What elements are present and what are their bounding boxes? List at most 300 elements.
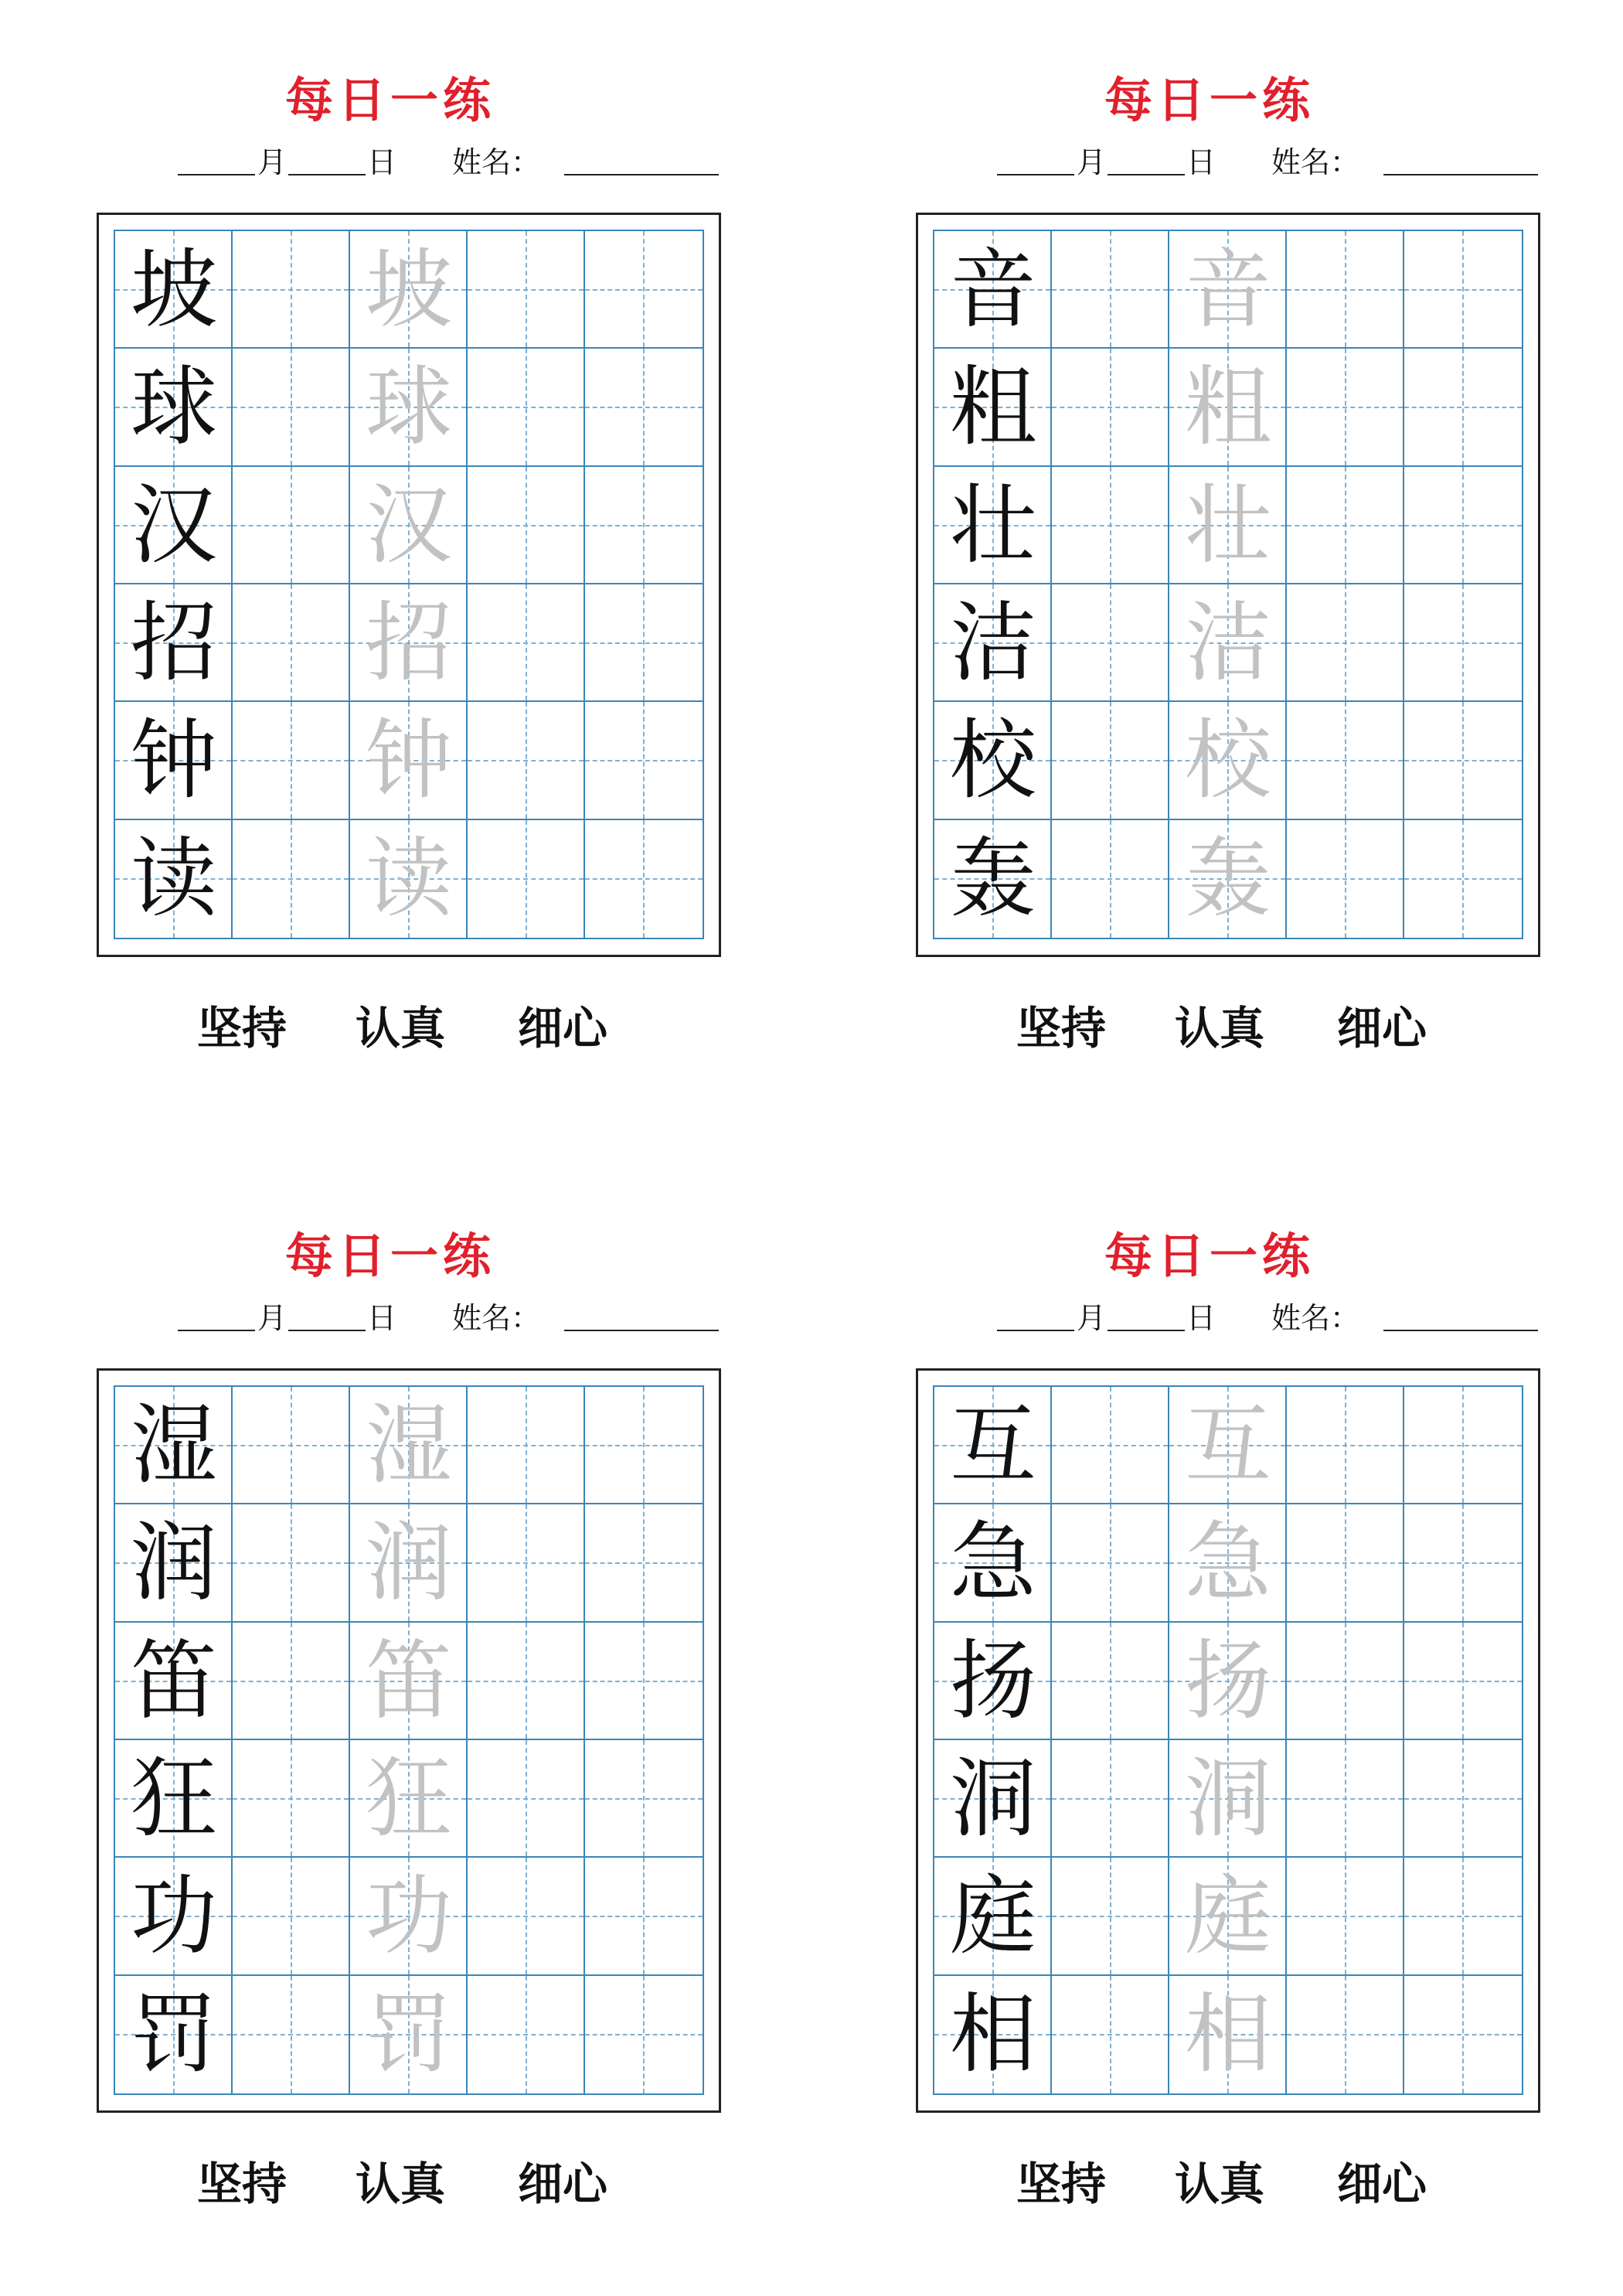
motto-line (97, 993, 721, 1063)
practice-cell[interactable] (233, 820, 350, 938)
model-character: 互 (950, 1395, 1036, 1496)
practice-cell[interactable] (585, 1858, 703, 1975)
guide-line-horizontal (1404, 760, 1522, 761)
model-character: 球 (131, 357, 217, 458)
model-character: 狂 (131, 1749, 217, 1849)
model-cell[interactable] (934, 1740, 1052, 1858)
model-cell[interactable] (115, 702, 233, 819)
guide-line-horizontal (585, 1681, 703, 1682)
model-character: 轰 (950, 828, 1036, 929)
guide-line-horizontal (1287, 1916, 1403, 1917)
model-character: 相 (950, 1984, 1036, 2085)
grid-row (934, 467, 1522, 584)
practice-cell[interactable] (468, 231, 585, 349)
guide-line-horizontal (233, 642, 349, 644)
model-cell[interactable] (115, 467, 233, 584)
name-blank[interactable] (1383, 174, 1538, 175)
grid-row (115, 467, 703, 584)
date-name-line (135, 143, 676, 182)
model-cell[interactable] (934, 1387, 1052, 1504)
practice-cell[interactable] (468, 584, 585, 702)
trace-cell[interactable] (1169, 820, 1287, 938)
motto-text: 认真 (1175, 1002, 1265, 1054)
model-cell[interactable] (115, 1623, 233, 1740)
model-character: 钟 (131, 710, 217, 812)
motto-line (916, 993, 1540, 1063)
name-label: 姓名： (452, 145, 541, 179)
practice-cell[interactable] (233, 702, 350, 819)
practice-cell[interactable] (1052, 1623, 1169, 1740)
practice-cell[interactable] (233, 1976, 350, 2093)
guide-line-horizontal (468, 1916, 584, 1917)
trace-cell[interactable] (1169, 1858, 1287, 1975)
guide-line-horizontal (1287, 878, 1403, 880)
practice-sheet (916, 1225, 1503, 2230)
guide-line-horizontal (1052, 407, 1168, 408)
trace-character: 洞 (1185, 1749, 1271, 1849)
guide-line-horizontal (468, 2034, 584, 2035)
motto-line (916, 2149, 1540, 2219)
model-cell[interactable] (934, 702, 1052, 819)
trace-character: 相 (1185, 1984, 1271, 2085)
trace-cell[interactable] (1169, 467, 1287, 584)
motto-text: 细心 (1337, 2158, 1427, 2210)
grid-row (934, 1504, 1522, 1622)
guide-line-horizontal (1287, 289, 1403, 291)
model-character: 笛 (131, 1630, 217, 1732)
model-cell[interactable] (115, 1740, 233, 1858)
practice-cell[interactable] (585, 820, 703, 938)
guide-line-horizontal (468, 407, 584, 408)
practice-cell[interactable] (233, 1504, 350, 1622)
month-blank[interactable] (997, 174, 1074, 175)
guide-line-horizontal (1287, 642, 1403, 644)
practice-cell[interactable] (233, 467, 350, 584)
guide-line-horizontal (468, 289, 584, 291)
practice-cell[interactable] (585, 1740, 703, 1858)
practice-cell[interactable] (233, 1740, 350, 1858)
practice-cell[interactable] (468, 467, 585, 584)
practice-cell[interactable] (1404, 1858, 1522, 1975)
grid-row (934, 1740, 1522, 1858)
trace-cell[interactable] (1169, 702, 1287, 819)
practice-cell[interactable] (585, 584, 703, 702)
practice-sheet (97, 70, 684, 1075)
day-blank[interactable] (288, 1330, 366, 1331)
month-label: 月 (257, 1301, 288, 1335)
practice-cell[interactable] (585, 349, 703, 466)
motto-text: 认真 (1175, 2158, 1265, 2210)
guide-line-horizontal (1287, 1681, 1403, 1682)
practice-cell[interactable] (468, 1504, 585, 1622)
practice-cell[interactable] (1287, 1740, 1404, 1858)
guide-line-horizontal (1052, 1798, 1168, 1800)
guide-line-horizontal (1052, 642, 1168, 644)
practice-cell[interactable] (1404, 349, 1522, 466)
trace-character: 功 (366, 1866, 452, 1967)
model-character: 洞 (950, 1749, 1036, 1849)
trace-character: 粗 (1185, 357, 1271, 458)
practice-cell[interactable] (1404, 1504, 1522, 1622)
practice-cell[interactable] (1052, 231, 1169, 349)
practice-cell[interactable] (233, 1623, 350, 1740)
day-blank[interactable] (288, 174, 366, 175)
guide-line-horizontal (1052, 1445, 1168, 1446)
model-cell[interactable] (934, 231, 1052, 349)
grid-row (115, 1623, 703, 1740)
trace-character: 洁 (1185, 593, 1271, 693)
trace-character: 音 (1185, 240, 1271, 340)
practice-cell[interactable] (468, 1976, 585, 2093)
month-label: 月 (1077, 1301, 1107, 1335)
guide-line-horizontal (1404, 1798, 1522, 1800)
practice-cell[interactable] (1052, 349, 1169, 466)
guide-line-horizontal (1052, 1562, 1168, 1564)
practice-cell[interactable] (1052, 1858, 1169, 1975)
guide-line-horizontal (1404, 289, 1522, 291)
guide-line-horizontal (468, 1445, 584, 1446)
practice-cell[interactable] (1287, 820, 1404, 938)
practice-cell[interactable] (1404, 467, 1522, 584)
trace-character: 罚 (366, 1984, 452, 2085)
practice-cell[interactable] (1404, 1387, 1522, 1504)
trace-character: 庭 (1185, 1866, 1271, 1967)
grid-frame (916, 213, 1540, 957)
motto-text: 细心 (518, 1002, 608, 1054)
practice-cell[interactable] (468, 1858, 585, 1975)
guide-line-horizontal (468, 1681, 584, 1682)
motto-text: 坚持 (1016, 2158, 1107, 2210)
trace-cell[interactable] (1169, 231, 1287, 349)
guide-line-horizontal (1404, 878, 1522, 880)
practice-cell[interactable] (1287, 1976, 1404, 2093)
model-cell[interactable] (115, 231, 233, 349)
guide-line-horizontal (1052, 525, 1168, 526)
sheet-title: 每日一练 (284, 72, 495, 128)
model-cell[interactable] (934, 349, 1052, 466)
trace-cell[interactable] (350, 467, 468, 584)
trace-character: 钟 (366, 710, 452, 812)
practice-cell[interactable] (1052, 820, 1169, 938)
guide-line-horizontal (233, 760, 349, 761)
month-blank[interactable] (178, 1330, 255, 1331)
guide-line-horizontal (1287, 1798, 1403, 1800)
guide-line-horizontal (468, 1798, 584, 1800)
model-character: 功 (131, 1866, 217, 1967)
model-cell[interactable] (934, 1623, 1052, 1740)
practice-cell[interactable] (233, 349, 350, 466)
practice-cell[interactable] (1287, 702, 1404, 819)
sheet-title: 每日一练 (1104, 72, 1315, 128)
trace-cell[interactable] (350, 1504, 468, 1622)
model-character: 音 (950, 240, 1036, 340)
trace-character: 急 (1185, 1513, 1271, 1614)
month-label: 月 (1077, 145, 1107, 179)
model-character: 润 (131, 1513, 217, 1614)
grid-row (115, 1504, 703, 1622)
practice-cell[interactable] (468, 820, 585, 938)
grid-row (115, 231, 703, 349)
practice-cell[interactable] (585, 702, 703, 819)
model-character: 洁 (950, 593, 1036, 693)
trace-cell[interactable] (1169, 1387, 1287, 1504)
practice-cell[interactable] (1052, 1740, 1169, 1858)
trace-character: 读 (366, 828, 452, 929)
model-character: 湿 (131, 1395, 217, 1496)
guide-line-horizontal (1287, 407, 1403, 408)
practice-cell[interactable] (468, 349, 585, 466)
grid-row (934, 231, 1522, 349)
tianzige-grid (114, 230, 704, 939)
guide-line-horizontal (233, 1916, 349, 1917)
trace-cell[interactable] (350, 1976, 468, 2093)
practice-cell[interactable] (1287, 1858, 1404, 1975)
practice-cell[interactable] (585, 1387, 703, 1504)
trace-cell[interactable] (350, 1623, 468, 1740)
trace-character: 互 (1185, 1395, 1271, 1496)
tianzige-grid (114, 1385, 704, 2095)
model-character: 庭 (950, 1866, 1036, 1967)
model-cell[interactable] (115, 349, 233, 466)
grid-row (934, 702, 1522, 819)
guide-line-horizontal (468, 1562, 584, 1564)
trace-cell[interactable] (350, 702, 468, 819)
practice-cell[interactable] (1404, 702, 1522, 819)
guide-line-horizontal (585, 407, 703, 408)
guide-line-horizontal (233, 878, 349, 880)
grid-row (934, 1623, 1522, 1740)
motto-text: 认真 (356, 1002, 446, 1054)
grid-row (115, 1740, 703, 1858)
model-character: 罚 (131, 1984, 217, 2085)
practice-cell[interactable] (468, 702, 585, 819)
practice-cell[interactable] (1287, 1504, 1404, 1622)
model-character: 急 (950, 1513, 1036, 1614)
guide-line-horizontal (1287, 760, 1403, 761)
name-label: 姓名： (452, 1301, 541, 1335)
guide-line-horizontal (1404, 525, 1522, 526)
grid-frame (916, 1368, 1540, 2113)
practice-cell[interactable] (233, 584, 350, 702)
grid-row (115, 1387, 703, 1504)
guide-line-horizontal (585, 642, 703, 644)
trace-cell[interactable] (350, 1387, 468, 1504)
practice-cell[interactable] (585, 231, 703, 349)
guide-line-horizontal (233, 2034, 349, 2035)
day-blank[interactable] (1108, 1330, 1185, 1331)
model-character: 扬 (950, 1630, 1036, 1732)
motto-text: 认真 (356, 2158, 446, 2210)
model-cell[interactable] (934, 1976, 1052, 2093)
tianzige-grid (933, 230, 1523, 939)
practice-cell[interactable] (585, 1623, 703, 1740)
month-blank[interactable] (178, 174, 255, 175)
model-cell[interactable] (115, 1858, 233, 1975)
guide-line-horizontal (1052, 1916, 1168, 1917)
model-cell[interactable] (115, 584, 233, 702)
grid-row (934, 1387, 1522, 1504)
grid-row (934, 820, 1522, 938)
name-blank[interactable] (564, 1330, 719, 1331)
guide-line-horizontal (1052, 1681, 1168, 1682)
grid-row (115, 1976, 703, 2093)
guide-line-horizontal (585, 1798, 703, 1800)
trace-cell[interactable] (1169, 1623, 1287, 1740)
guide-line-horizontal (585, 2034, 703, 2035)
practice-cell[interactable] (1052, 1387, 1169, 1504)
practice-cell[interactable] (1404, 1976, 1522, 2093)
practice-cell[interactable] (233, 1387, 350, 1504)
practice-cell[interactable] (1404, 820, 1522, 938)
guide-line-horizontal (1404, 1681, 1522, 1682)
guide-line-horizontal (585, 289, 703, 291)
guide-line-horizontal (585, 1916, 703, 1917)
sheet-title: 每日一练 (284, 1228, 495, 1284)
model-cell[interactable] (115, 1504, 233, 1622)
motto-text: 坚持 (197, 2158, 288, 2210)
trace-cell[interactable] (350, 349, 468, 466)
grid-row (115, 584, 703, 702)
month-blank[interactable] (997, 1330, 1074, 1331)
practice-cell[interactable] (1052, 584, 1169, 702)
practice-cell[interactable] (468, 1387, 585, 1504)
practice-cell[interactable] (1287, 467, 1404, 584)
date-name-line (954, 1299, 1495, 1337)
trace-character: 狂 (366, 1749, 452, 1849)
trace-cell[interactable] (350, 231, 468, 349)
practice-cell[interactable] (1404, 1740, 1522, 1858)
practice-cell[interactable] (1052, 467, 1169, 584)
trace-character: 扬 (1185, 1630, 1271, 1732)
guide-line-horizontal (1404, 407, 1522, 408)
grid-frame (97, 1368, 721, 2113)
practice-cell[interactable] (585, 1976, 703, 2093)
trace-cell[interactable] (1169, 1504, 1287, 1622)
model-cell[interactable] (934, 584, 1052, 702)
trace-cell[interactable] (1169, 349, 1287, 466)
practice-cell[interactable] (1287, 1623, 1404, 1740)
guide-line-horizontal (1404, 642, 1522, 644)
motto-text: 坚持 (197, 1002, 288, 1054)
practice-cell[interactable] (233, 1858, 350, 1975)
practice-cell[interactable] (1052, 702, 1169, 819)
model-character: 坡 (131, 240, 217, 340)
practice-cell[interactable] (1287, 1387, 1404, 1504)
practice-cell[interactable] (468, 1623, 585, 1740)
model-cell[interactable] (115, 1387, 233, 1504)
model-character: 粗 (950, 357, 1036, 458)
name-blank[interactable] (564, 174, 719, 175)
practice-cell[interactable] (468, 1740, 585, 1858)
guide-line-horizontal (1404, 2034, 1522, 2035)
guide-line-horizontal (1052, 760, 1168, 761)
trace-cell[interactable] (1169, 584, 1287, 702)
practice-cell[interactable] (1052, 1976, 1169, 2093)
practice-cell[interactable] (1404, 584, 1522, 702)
trace-character: 坡 (366, 240, 452, 340)
grid-row (115, 1858, 703, 1975)
model-cell[interactable] (115, 820, 233, 938)
guide-line-horizontal (1052, 878, 1168, 880)
grid-row (115, 820, 703, 938)
model-cell[interactable] (934, 1504, 1052, 1622)
guide-line-horizontal (233, 1445, 349, 1446)
guide-line-horizontal (1404, 1562, 1522, 1564)
practice-sheet (916, 70, 1503, 1075)
grid-frame (97, 213, 721, 957)
name-label: 姓名： (1271, 145, 1360, 179)
model-character: 校 (950, 710, 1036, 812)
model-cell[interactable] (934, 1858, 1052, 1975)
grid-row (934, 1976, 1522, 2093)
guide-line-horizontal (1287, 1562, 1403, 1564)
tianzige-grid (933, 1385, 1523, 2095)
guide-line-horizontal (233, 407, 349, 408)
trace-character: 汉 (366, 475, 452, 576)
grid-row (934, 1858, 1522, 1975)
date-name-line (135, 1299, 676, 1337)
trace-character: 润 (366, 1513, 452, 1614)
trace-cell[interactable] (1169, 1740, 1287, 1858)
motto-text: 细心 (518, 2158, 608, 2210)
day-blank[interactable] (1108, 174, 1185, 175)
practice-cell[interactable] (585, 467, 703, 584)
month-label: 月 (257, 145, 288, 179)
model-character: 壮 (950, 475, 1036, 576)
motto-text: 坚持 (1016, 1002, 1107, 1054)
trace-cell[interactable] (350, 1740, 468, 1858)
grid-row (115, 349, 703, 466)
trace-character: 招 (366, 593, 452, 693)
model-cell[interactable] (934, 820, 1052, 938)
guide-line-horizontal (1052, 289, 1168, 291)
model-cell[interactable] (934, 467, 1052, 584)
guide-line-horizontal (1052, 2034, 1168, 2035)
guide-line-horizontal (585, 1562, 703, 1564)
grid-row (934, 349, 1522, 466)
trace-character: 壮 (1185, 475, 1271, 576)
practice-cell[interactable] (1287, 349, 1404, 466)
practice-cell[interactable] (1404, 231, 1522, 349)
guide-line-horizontal (585, 760, 703, 761)
trace-cell[interactable] (1169, 1976, 1287, 2093)
practice-cell[interactable] (1287, 584, 1404, 702)
guide-line-horizontal (233, 1798, 349, 1800)
practice-cell[interactable] (233, 231, 350, 349)
guide-line-horizontal (1287, 525, 1403, 526)
guide-line-horizontal (233, 525, 349, 526)
practice-cell[interactable] (1052, 1504, 1169, 1622)
trace-cell[interactable] (350, 584, 468, 702)
trace-cell[interactable] (350, 820, 468, 938)
practice-cell[interactable] (585, 1504, 703, 1622)
model-character: 读 (131, 828, 217, 929)
date-name-line (954, 143, 1495, 182)
trace-character: 湿 (366, 1395, 452, 1496)
grid-row (115, 702, 703, 819)
practice-cell[interactable] (1287, 231, 1404, 349)
practice-cell[interactable] (1404, 1623, 1522, 1740)
model-cell[interactable] (115, 1976, 233, 2093)
guide-line-horizontal (585, 525, 703, 526)
trace-cell[interactable] (350, 1858, 468, 1975)
guide-line-horizontal (1287, 2034, 1403, 2035)
guide-line-horizontal (233, 289, 349, 291)
practice-sheet (97, 1225, 684, 2230)
guide-line-horizontal (1404, 1445, 1522, 1446)
name-blank[interactable] (1383, 1330, 1538, 1331)
day-label: 日 (1186, 145, 1216, 179)
